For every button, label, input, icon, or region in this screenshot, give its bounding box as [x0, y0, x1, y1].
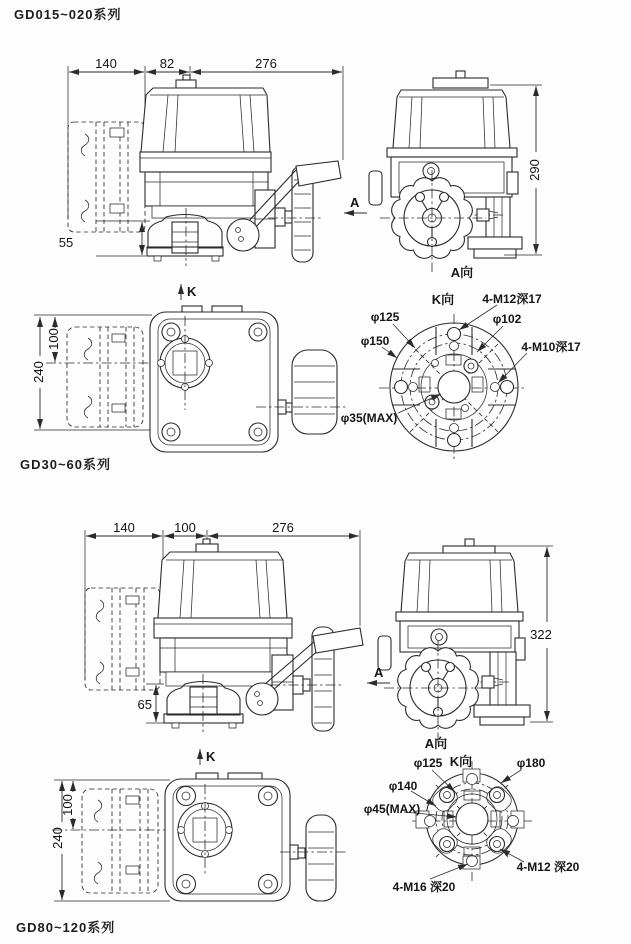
- label-k-view-2: K向: [449, 754, 473, 769]
- dia-150-label: φ150: [360, 334, 390, 348]
- dim-290: 290: [527, 159, 542, 181]
- dim-100-2: 100: [174, 520, 196, 535]
- section-gd015-020: [31, 56, 581, 462]
- side-bolt-2: [482, 676, 494, 688]
- dim-140-2: 140: [113, 520, 135, 535]
- top-view-1: [31, 306, 346, 452]
- label-k-1: K: [187, 284, 197, 299]
- valve-outline-dashed-2: [85, 588, 160, 690]
- valve-outline-top-2: [82, 789, 158, 893]
- crank-stub-front-1: [369, 171, 382, 205]
- side-view-2: [85, 520, 363, 765]
- dim-240-top-1: 240: [31, 361, 46, 383]
- dim-322: 322: [530, 627, 552, 642]
- top-view-2: [50, 773, 346, 901]
- dim-276: 276: [255, 56, 277, 71]
- valve-outline-top-1: [67, 327, 143, 427]
- dim-100-top-1: 100: [46, 328, 61, 350]
- label-k-view-1: K向: [431, 292, 455, 307]
- dia-shaft-max-1: φ35(MAX): [340, 411, 398, 425]
- front-view-1: [344, 71, 542, 280]
- bolt-spec-m16-2: 4-M16 深20: [392, 880, 456, 894]
- actuator-housing-side-2: [154, 539, 310, 710]
- dia-180-label: φ180: [516, 756, 546, 770]
- flange-detail-2: [364, 754, 580, 894]
- bolt-spec-m12-1: 4-M12深17: [482, 292, 542, 306]
- dia-102-label: φ102: [492, 312, 522, 326]
- dia-140-label: φ140: [388, 779, 418, 793]
- bolt-spec-m12-2: 4-M12 深20: [516, 860, 580, 874]
- dia-125-label-1: φ125: [370, 310, 400, 324]
- label-k-2: K: [206, 749, 216, 764]
- dim-140: 140: [95, 56, 117, 71]
- dim-240-top-2: 240: [50, 827, 65, 849]
- dia-125-label-2: φ125: [413, 756, 443, 770]
- dim-100-top-2: 100: [60, 794, 75, 816]
- series-title-gd80-120: GD80~120系列: [16, 920, 116, 935]
- dim-276-2: 276: [272, 520, 294, 535]
- side-bolt-1: [477, 209, 489, 221]
- series-title-gd30-60: GD30~60系列: [20, 457, 112, 472]
- label-a-view-2: A向: [424, 736, 448, 751]
- label-a-2: A: [374, 665, 384, 680]
- section-gd30-120: [50, 520, 580, 901]
- dia-shaft-max-2: φ45(MAX): [363, 802, 421, 816]
- dim-82: 82: [159, 56, 175, 71]
- bolt-spec-m10-1: 4-M10深17: [521, 340, 581, 354]
- flange-detail-1: [341, 291, 581, 462]
- label-a-1: A: [350, 195, 360, 210]
- valve-outline-dashed-1: [68, 122, 145, 232]
- front-view-2: [367, 539, 553, 751]
- series-title-gd015-020: GD015~020系列: [14, 7, 122, 22]
- dim-65: 65: [137, 697, 152, 712]
- label-a-view-1: A向: [450, 265, 474, 280]
- dim-55: 55: [58, 235, 74, 250]
- side-view-1: [59, 56, 343, 300]
- actuator-housing-side-1: [140, 75, 292, 248]
